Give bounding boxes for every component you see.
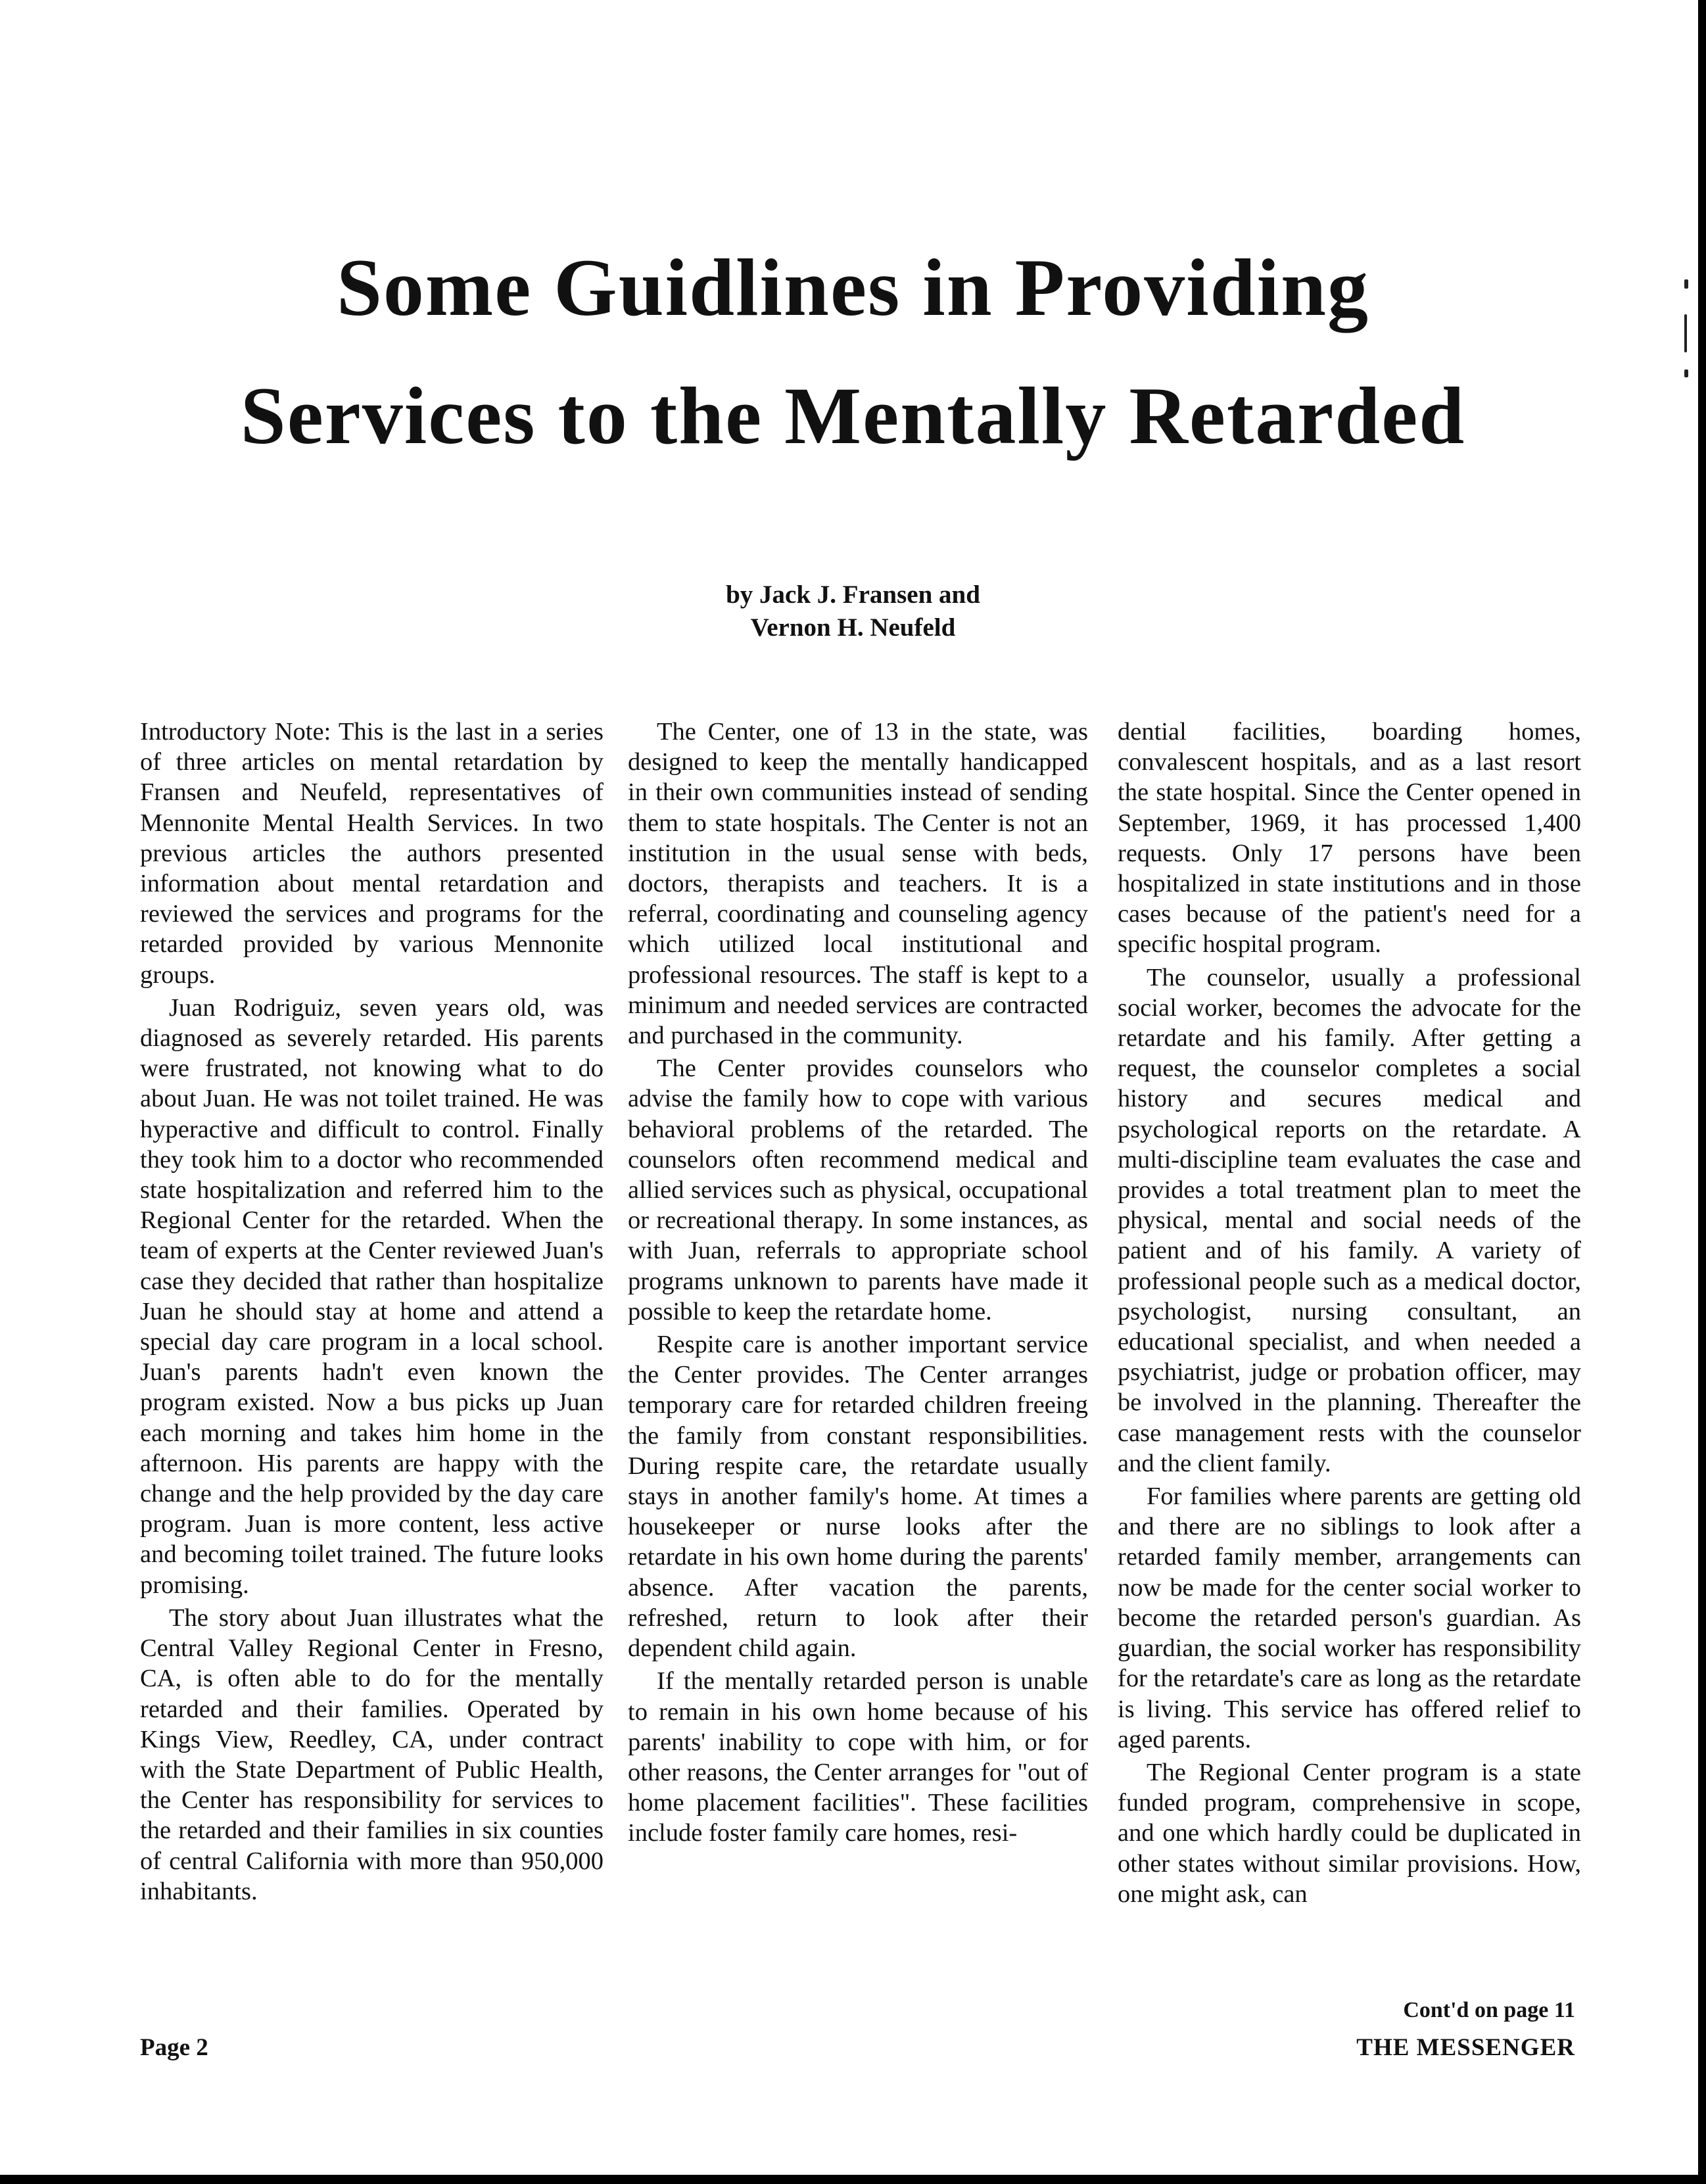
article-title-line-1: Some Guidlines in Providing: [336, 243, 1370, 333]
introductory-note: Introductory Note: This is the last in a series of three articles on mental retardation by Fransen and Neufeld, representatives of Mennonite Mental Health Services. In two previous articles the authors presented information about mental retardation and reviewed the services and programs for the retarded provided by various Mennonite groups.: [140, 718, 604, 989]
paragraph: The Center, one of 13 in the state, was designed to keep the mentally handicapped in their own communities instead of sending them to state hospitals. The Center is not an institution in the usual sense with beds, doctors, therapists and teachers. It is a referral, coordinating and counseling agency which utilized local institutional and professional resources. The staff is kept to a minimum and needed services are contracted and purchased in the community.: [628, 718, 1088, 1050]
page-number: Page 2: [140, 2034, 208, 2061]
paragraph: dential facilities, boarding homes, convalescent hospitals, and as a last resort the state hospital. Since the Center opened in September, 1969, it has processed 1,400 requests. Only 17 persons have been hospitalized in state institutions and in those cases because of the patient's need for a specific hospital program.: [1118, 718, 1581, 959]
byline: [0, 579, 1706, 644]
paragraph: Juan Rodriguiz, seven years old, was diagnosed as severely retarded. His parents were frustrated, not knowing what to do about Juan. He was not toilet trained. He was hyperactive and difficult to control. Finally they took him to a doctor who recommended state hospitalization and referred him to the Regional Center for the retarded. When the team of experts at the Center reviewed Juan's case they decided that rather than hospitalize Juan he should stay at home and attend a special day care program in a local school. Juan's parents hadn't even known the program existed. Now a bus picks up Juan each morning and takes him home in the afternoon. His parents are happy with the change and the help provided by the day care program. Juan is more content, less active and becoming toilet trained. The future looks promising.: [140, 993, 604, 1599]
publication-name: THE MESSENGER: [1356, 2034, 1575, 2061]
paragraph: If the mentally retarded person is unable to remain in his own home because of his parents' inability to cope with him, or for other reasons, the Center arranges for "out of home placement facilities". These facilities include foster family care homes, resi-: [628, 1667, 1088, 1847]
paragraph: For families where parents are getting old and there are no siblings to look after a retarded family member, arrangements can now be made for the center social worker to become the retarded person's guardian. As guardian, the social worker has responsibility for the retardate's care as long as the retardate is living. This service has offered relief to aged parents.: [1118, 1483, 1581, 1753]
article-title-line-2: Services to the Mentally Retarded: [240, 371, 1466, 461]
paragraph: The counselor, usually a professional social worker, becomes the advocate for the retardate and his family. After getting a request, the counselor completes a social history and secures medical and psychological reports on the retardate. A multi-discipline team evaluates the case and provides a total treatment plan to meet the physical, mental and social needs of the patient and of his family. A variety of professional people such as a medical doctor, psychologist, nursing consultant, an educational specialist, and when needed a psychiatrist, judge or probation officer, may be involved in the planning. Thereafter the case management rests with the counselor and the client family.: [1118, 963, 1581, 1477]
column-3: [1118, 717, 1581, 2038]
scan-edge-bottom: [0, 2175, 1706, 2184]
byline-line-2: Vernon H. Neufeld: [750, 613, 956, 642]
paragraph: The Center provides counselors who advise the family how to cope with various behavioral problems of the retarded. The counselors often recommend medical and allied services such as physical, occupational or recreational therapy. In some instances, as with Juan, referrals to appropriate school programs unknown to parents have made it possible to keep the retardate home.: [628, 1055, 1088, 1325]
column-2: [628, 717, 1088, 2038]
paragraph: The story about Juan illustrates what the Central Valley Regional Center in Fresno, CA, is often able to do for the mentally retarded and their families. Operated by Kings View, Reedley, CA, under contract with the State Department of Public Health, the Center has responsibility for services to the retarded and their families in six counties of central California with more than 950,000 inhabitants.: [140, 1603, 604, 1905]
article-title: [0, 224, 1706, 480]
byline-line-1: by Jack J. Fransen and: [726, 581, 980, 609]
continued-note: Cont'd on page 11: [1403, 1998, 1575, 2022]
paragraph: The Regional Center program is a state funded program, comprehensive in scope, and one which hardly could be duplicated in other states without similar provisions. How, one might ask, can: [1118, 1758, 1581, 1908]
paragraph: Respite care is another important service the Center provides. The Center arranges temporary care for retarded children freeing the family from constant responsibilities. During respite care, the retardate usually stays in another family's home. At times a housekeeper or nurse looks after the retardate in his own home during the parents' absence. After vacation the parents, refreshed, return to look after their dependent child again.: [628, 1331, 1088, 1663]
column-1: [140, 717, 604, 2038]
